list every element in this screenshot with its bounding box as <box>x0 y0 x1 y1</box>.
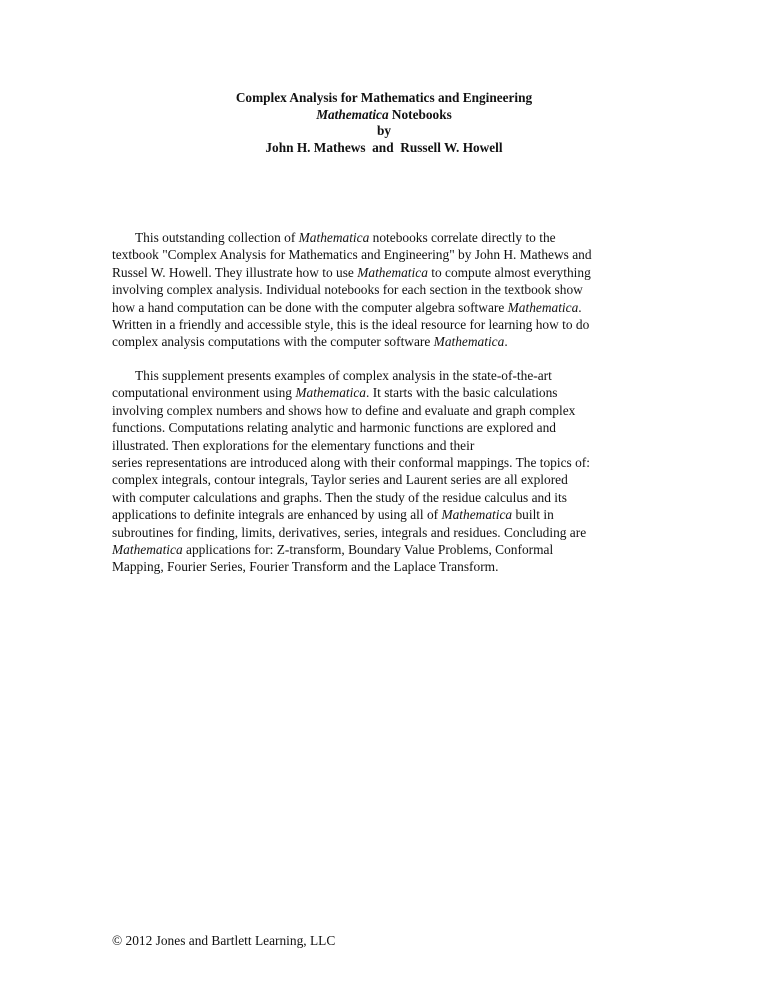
text-run: Written in a friendly and accessible style, this is the ideal resource for learning how to do <box>112 317 590 333</box>
text-run: computational environment using <box>112 385 296 401</box>
text-run: involving complex analysis. Individual notebooks for each section in the textbook show <box>112 282 583 298</box>
paragraph-line <box>112 402 658 419</box>
paragraph-line <box>112 437 658 454</box>
text-run: series representations are introduced along with their conformal mappings. The topics of: <box>112 455 590 471</box>
text-run: subroutines for finding, limits, derivatives, series, integrals and residues. Concluding are <box>112 524 587 540</box>
text-run: complex analysis computations with the computer software <box>112 334 434 350</box>
italic-term: Mathematica <box>112 542 183 558</box>
italic-term: Mathematica <box>433 334 505 350</box>
paragraph-intro <box>112 229 658 351</box>
document-subtitle <box>0 107 768 124</box>
italic-term: Mathematica <box>507 299 579 315</box>
text-run: functions. Computations relating analytic and harmonic functions are explored and <box>112 420 556 436</box>
paragraph-line <box>112 246 658 263</box>
text-run: textbook "Complex Analysis for Mathematics and Engineering" by John H. Mathews and <box>112 247 592 263</box>
paragraph-line <box>112 264 658 281</box>
text-run: notebooks correlate directly to the <box>369 230 556 245</box>
paragraph-line <box>112 454 658 471</box>
italic-term: Mathematica <box>298 230 370 245</box>
subtitle-italic-word: Mathematica <box>316 106 389 122</box>
text-run: . It starts with the basic calculations <box>366 385 558 401</box>
document-header <box>0 90 768 156</box>
paragraph-line <box>112 384 658 401</box>
text-run: Russel W. Howell. They illustrate how to use <box>112 264 358 280</box>
text-run: . <box>504 334 508 350</box>
paragraph-line <box>112 316 658 333</box>
text-run: This outstanding collection of <box>135 230 299 245</box>
document-title: Complex Analysis for Mathematics and Engineering <box>235 90 533 105</box>
text-run: complex integrals, contour integrals, Taylor series and Laurent series are all explored <box>112 472 568 488</box>
paragraph-line <box>112 299 658 316</box>
paragraph-line <box>112 281 658 298</box>
paragraph-line <box>112 506 658 523</box>
paragraph-line <box>112 367 658 384</box>
paragraph-supplement <box>112 367 658 576</box>
text-run: involving complex numbers and shows how to define and evaluate and graph complex <box>112 402 576 418</box>
italic-term: Mathematica <box>295 385 366 401</box>
authors-line: John H. Mathews and Russell W. Howell <box>265 139 503 155</box>
text-run: to compute almost everything <box>427 264 591 280</box>
paragraph-line <box>112 541 658 558</box>
paragraph-line <box>112 229 658 246</box>
paragraph-line <box>112 558 658 575</box>
italic-term: Mathematica <box>441 507 513 523</box>
paragraph-line <box>112 471 658 488</box>
text-run: illustrated. Then explorations for the elementary functions and their <box>112 437 475 453</box>
text-run: applications to definite integrals are enhanced by using all of <box>112 507 442 523</box>
text-run: This supplement presents examples of complex analysis in the state-of-the-art <box>135 368 552 383</box>
text-run: with computer calculations and graphs. Then the study of the residue calculus and its <box>112 489 567 505</box>
paragraph-line <box>112 489 658 506</box>
text-run: . <box>578 299 582 315</box>
text-run: Mapping, Fourier Series, Fourier Transform and the Laplace Transform. <box>112 559 499 575</box>
subtitle-rest: Notebooks <box>388 106 452 122</box>
by-line: by <box>376 123 392 138</box>
paragraph-line <box>112 524 658 541</box>
italic-term: Mathematica <box>357 264 428 280</box>
text-run: built in <box>512 507 554 523</box>
text-run: applications for: Z-transform, Boundary Value Problems, Conformal <box>182 542 554 558</box>
paragraph-line <box>112 333 658 350</box>
text-run: how a hand computation can be done with the computer algebra software <box>112 299 508 315</box>
paragraph-line <box>112 419 658 436</box>
copyright-footer: © 2012 Jones and Bartlett Learning, LLC <box>112 933 336 948</box>
